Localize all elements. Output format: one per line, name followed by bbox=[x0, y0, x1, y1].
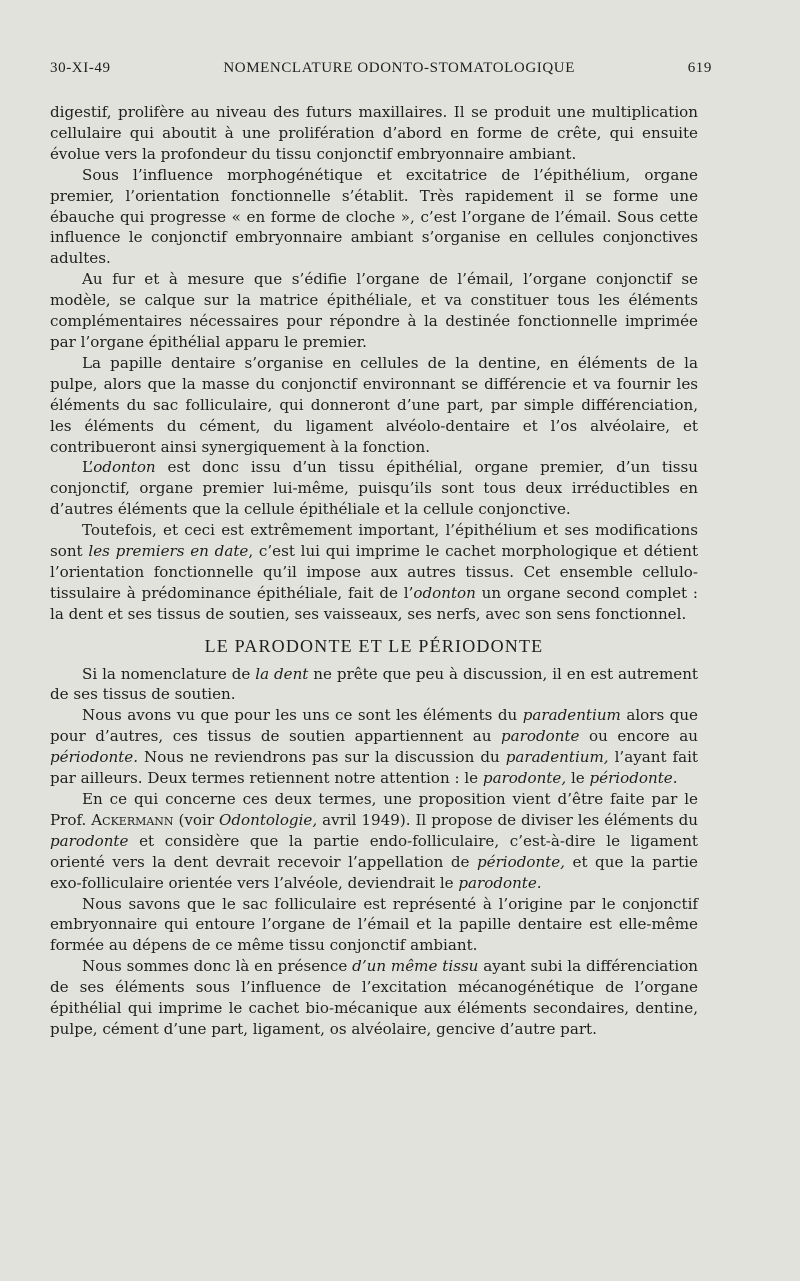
section-heading: LE PARODONTE ET LE PÉRIODONTE bbox=[204, 635, 544, 656]
italic-term: périodonte, bbox=[476, 852, 565, 871]
text-run: avril 1949). Il propose de diviser les éléments du bbox=[317, 810, 698, 829]
italic-term: odonton bbox=[413, 583, 476, 602]
text-run: , c’est lui qui imprime le cachet morphologique et détient l’orientation fonctionnelle qu’il impose aux autres tissus. Cet ensemble cellulo-tissulaire à prédominance épithéliale, fait de l’ bbox=[50, 542, 699, 602]
italic-term: d’un même tissu bbox=[352, 957, 479, 976]
text-run: Si la nomenclature de bbox=[82, 664, 256, 683]
text-run: ne prête que peu à discussion, il en est autrement de ses tissus de soutien. bbox=[50, 664, 698, 704]
italic-term: périodonte. bbox=[589, 769, 678, 788]
italic-term: la dent bbox=[255, 664, 309, 683]
text-run: alors que pour d’autres, ces tissus de soutien appartiennent au bbox=[50, 706, 698, 746]
italic-term: odonton bbox=[93, 458, 156, 477]
italic-term: parodonte. bbox=[458, 873, 542, 892]
text-run: et considère que la partie endo-folliculaire, c’est-à-dire le ligament orienté vers la dent devrait recevoir l’appellation de bbox=[50, 831, 698, 871]
text-run: ou encore au bbox=[579, 727, 698, 746]
page-number: 619 bbox=[687, 60, 712, 76]
italic-term: parodonte, bbox=[482, 769, 567, 788]
body-text bbox=[50, 102, 698, 1040]
paragraph-1: digestif, prolifère au niveau des futurs maxillaires. Il se produit une multiplication cellulaire qui aboutit à une prolifération d’abord en forme de crête, qui ensuite évolue vers la profondeur du tissu conjonctif embryonnaire ambiant. bbox=[50, 103, 698, 163]
paragraph-10: Nous savons que le sac folliculaire est représenté à l’origine par le conjonctif embryonnaire qui entoure l’organe de l’émail et la papille dentaire est elle-même formée au dépens de ce même tissu conjonctif ambiant. bbox=[50, 894, 698, 955]
journal-title: Odontologie, bbox=[219, 810, 318, 829]
paragraph-11 bbox=[50, 956, 698, 1040]
text-run: est donc issu d’un tissu épithélial, organe premier, d’un tissu conjonctif, organe premier lui-même, puisqu’ils sont tous deux irréductibles en d’autres éléments que la cellule épithéliale et la cellule conjonctive. bbox=[50, 458, 698, 519]
paragraph-3: Au fur et à mesure que s’édifie l’organe de l’émail, l’organe conjonctif se modèle, se calque sur la matrice épithéliale, et va constituer tous les éléments complémentaires nécessaires pour répondre à la destinée fonctionnelle imprimée par l’organe épithélial apparu le premier. bbox=[50, 270, 698, 351]
paragraph-7 bbox=[50, 664, 698, 706]
text-run: Nous avons vu que pour les uns ce sont les éléments du bbox=[82, 706, 523, 725]
header-date: 30-XI-49 bbox=[50, 60, 111, 76]
italic-term: périodonte. bbox=[50, 748, 138, 767]
running-header bbox=[50, 60, 712, 77]
header-title: NOMENCLATURE ODONTO-STOMATOLOGIQUE bbox=[223, 60, 575, 76]
italic-term: parodonte bbox=[50, 831, 129, 850]
text-run: En ce qui concerne ces deux termes, une proposition vient d’être faite par le Prof. bbox=[50, 790, 698, 829]
text-run: (voir bbox=[173, 810, 219, 829]
text-run: Toutefois, et ceci est extrêmement important, l’épithélium et ses modifications sont bbox=[50, 521, 698, 561]
italic-term: paradentium bbox=[522, 706, 621, 725]
text-run: un organe second complet : la dent et ses tissus de soutien, ses vaisseaux, ses nerfs, avec son sens fonctionnel. bbox=[50, 583, 698, 623]
paragraph-9 bbox=[50, 789, 698, 894]
paragraph-4: La papille dentaire s’organise en cellules de la dentine, en éléments de la pulpe, alors que la masse du conjonctif environnant se différencie et va fournir les éléments du sac folliculaire, qui donneront d’une part, par simple différenciation, les éléments du cément, du ligament alvéolo-dentaire et l’os alvéolaire, et contribueront ainsi synergiquement à la fonction. bbox=[50, 353, 698, 456]
paragraph-8 bbox=[50, 705, 698, 789]
text-run: Nous sommes donc là en présence bbox=[82, 957, 353, 976]
italic-term: les premiers en date bbox=[88, 542, 249, 561]
paragraph-6 bbox=[50, 520, 698, 625]
text-run: ayant subi la différenciation de ses éléments sous l’influence de l’excitation mécanogénétique de l’organe épithélial qui imprime le cachet bio-mécanique aux éléments secondaires, dentine, pulpe, cément d’une part, ligament, os alvéolaire, gencive d’autre part. bbox=[50, 957, 698, 1038]
author-name: Ackermann bbox=[91, 810, 174, 829]
paragraph-5: L’odonton est donc issu d’un tissu épithélial, organe premier, d’un tissu conjonctif, organe premier lui-même, puisqu’ils sont tous deux irréductibles en d’autres éléments que la cellule épithéliale et la cellule conjonctive. bbox=[50, 458, 698, 519]
italic-term: parodonte bbox=[501, 727, 580, 746]
text-run: Nous ne reviendrons pas sur la discussion du bbox=[138, 748, 506, 767]
italic-term: paradentium, bbox=[505, 748, 609, 767]
text-run: le bbox=[566, 769, 590, 788]
text-run: et que la partie exo-folliculaire orientée vers l’alvéole, deviendrait le bbox=[50, 852, 698, 892]
text-run: l’ayant fait par ailleurs. Deux termes retiennent notre attention : le bbox=[50, 748, 698, 788]
paragraph-2: Sous l’influence morphogénétique et excitatrice de l’épithélium, organe premier, l’orientation fonctionnelle s’établit. Très rapidement il se forme une ébauche qui progresse « en forme de cloche », c’est l’organe de l’émail. Sous cette influence le conjonctif embryonnaire ambiant s’organise en cellules conjonctives adultes. bbox=[50, 165, 698, 268]
